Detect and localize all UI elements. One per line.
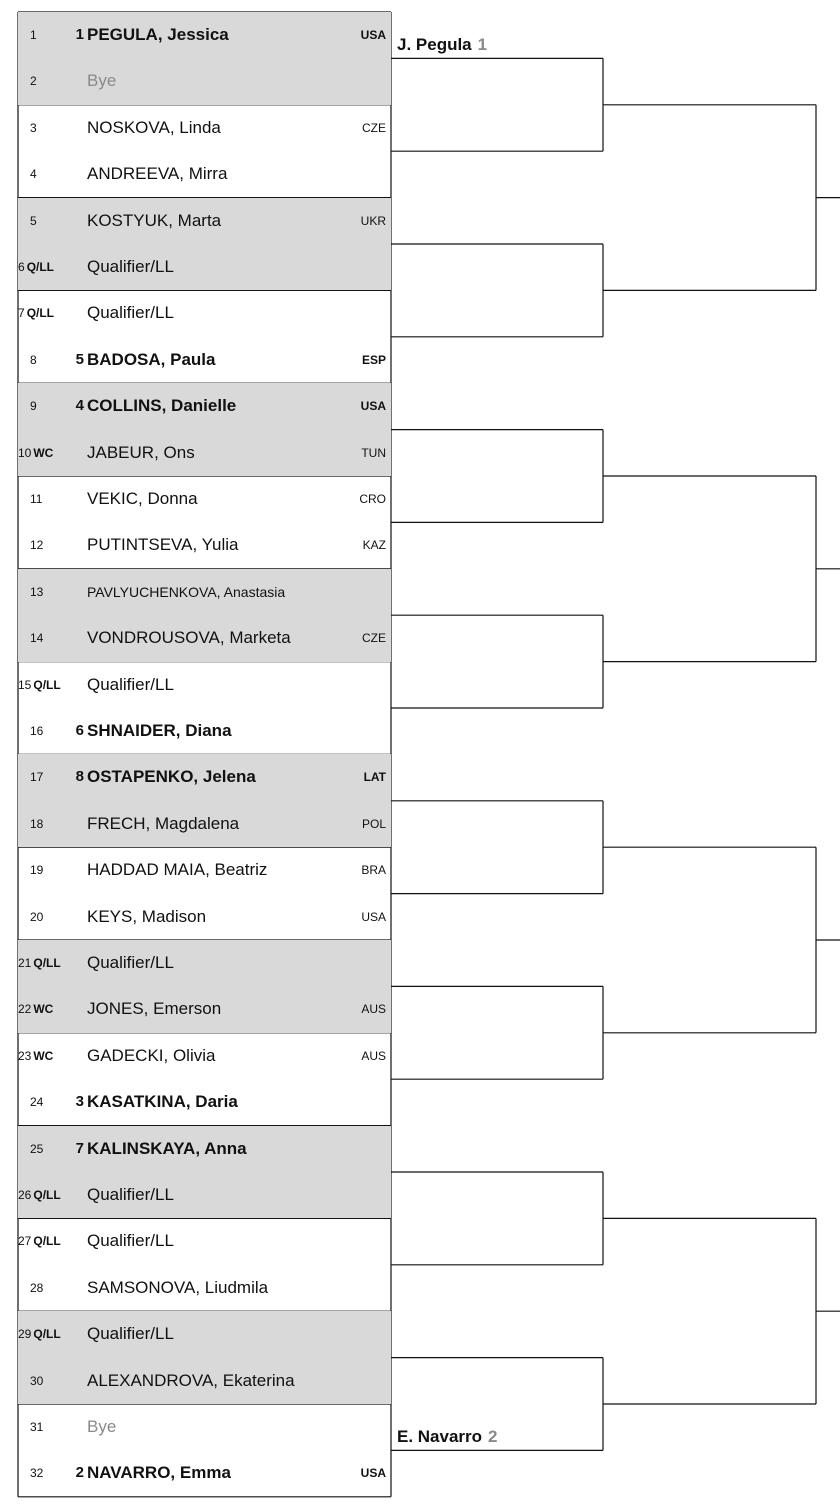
draw-line-28[interactable] (18, 1265, 391, 1311)
draw-line-5[interactable] (18, 198, 391, 244)
player-name[interactable]: VEKIC, Donna (87, 489, 198, 508)
draw-position (18, 522, 43, 568)
draw-position (18, 1033, 53, 1079)
player-name[interactable]: Qualifier/LL (87, 1185, 174, 1204)
player-name[interactable]: PEGULA, Jessica (87, 25, 229, 44)
country-code: USA (361, 909, 386, 924)
country-code: ESP (361, 352, 386, 367)
draw-number: 2 (30, 74, 37, 89)
seed-number: 3 (75, 1093, 84, 1111)
draw-number: 27 (18, 1234, 32, 1249)
draw-position (18, 1358, 43, 1404)
country-code: CZE (362, 631, 386, 646)
seed-number: 5 (75, 350, 84, 368)
country-code: BRA (361, 863, 386, 878)
advanced-player-seed: 1 (477, 35, 488, 55)
player-name[interactable]: ANDREEVA, Mirra (87, 164, 228, 184)
advanced-player-name: J. Pegula (397, 35, 472, 55)
draw-number: 5 (30, 213, 37, 228)
country-code: LAT (363, 770, 386, 785)
draw-number: 11 (30, 492, 43, 506)
player-name[interactable]: Qualifier/LL (87, 303, 174, 323)
entry-tag: Q/LL (33, 677, 61, 692)
player-name[interactable]: ALEXANDROVA, Ekaterina (87, 1370, 295, 1390)
draw-number: 17 (30, 770, 44, 785)
draw-line-22[interactable] (18, 986, 391, 1032)
draw-number: 29 (18, 1327, 32, 1342)
entry-tag: Q/LL (33, 1188, 61, 1202)
draw-position (18, 58, 37, 104)
draw-position (18, 1126, 43, 1172)
player-name[interactable]: JABEUR, Ons (87, 442, 195, 462)
player-name[interactable]: Qualifier/LL (87, 674, 174, 694)
draw-number: 15 (18, 677, 32, 692)
country-code: CRO (359, 492, 386, 506)
draw-position (18, 430, 53, 476)
entry-tag: Q/LL (26, 260, 55, 274)
draw-line-9[interactable] (18, 383, 391, 429)
player-name[interactable]: KEYS, Madison (87, 906, 207, 926)
player-name[interactable]: KALINSKAYA, Anna (87, 1138, 247, 1158)
draw-number: 1 (30, 28, 37, 42)
player-name[interactable]: NAVARRO, Emma (87, 1463, 231, 1483)
draw-line-26[interactable] (18, 1172, 391, 1218)
country-code: AUS (361, 1002, 386, 1017)
draw-number: 3 (30, 120, 37, 135)
draw-position (18, 754, 43, 800)
seed-number: 8 (75, 768, 84, 786)
player-name[interactable]: Qualifier/LL (87, 1231, 174, 1251)
entry-tag: WC (33, 1048, 54, 1063)
draw-position (18, 1450, 43, 1496)
player-name[interactable]: PUTINTSEVA, Yulia (87, 535, 239, 555)
draw-number: 22 (18, 1002, 32, 1017)
draw-line-29[interactable] (18, 1311, 391, 1357)
draw-line-8[interactable] (18, 337, 391, 383)
draw-position (18, 569, 43, 615)
draw-number: 31 (30, 1420, 44, 1434)
draw-line-12[interactable] (18, 522, 391, 568)
draw-line-24[interactable] (18, 1079, 391, 1125)
bye-label: Bye (87, 71, 117, 91)
draw-line-21[interactable] (18, 940, 391, 986)
draw-position (18, 940, 61, 986)
player-name[interactable]: KOSTYUK, Marta (87, 210, 222, 230)
country-code: UKR (360, 213, 386, 228)
draw-number: 23 (18, 1048, 32, 1063)
seed-number: 7 (75, 1139, 84, 1157)
draw-number: 7 (18, 306, 25, 321)
player-name[interactable]: Qualifier/LL (87, 1324, 174, 1344)
player-name[interactable]: SHNAIDER, Diana (87, 721, 232, 740)
draw-number: 13 (30, 584, 44, 599)
draw-line-15[interactable] (18, 662, 391, 708)
draw-position (18, 476, 42, 522)
draw-line-31[interactable] (18, 1404, 391, 1450)
player-name[interactable]: VONDROUSOVA, Marketa (87, 628, 291, 648)
draw-position (18, 894, 43, 940)
seed-number: 2 (75, 1464, 84, 1482)
draw-line-13[interactable] (18, 569, 391, 615)
draw-position (18, 1311, 61, 1357)
entry-tag: Q/LL (33, 1327, 61, 1342)
player-name[interactable]: COLLINS, Danielle (87, 396, 237, 416)
draw-line-23[interactable] (18, 1033, 391, 1079)
draw-line-11[interactable] (18, 476, 391, 522)
player-name[interactable]: KASATKINA, Daria (87, 1092, 238, 1112)
country-code: USA (360, 28, 386, 42)
draw-position (18, 244, 54, 290)
draw-number: 24 (30, 1095, 44, 1110)
player-name[interactable]: GADECKI, Olivia (87, 1045, 216, 1065)
draw-line-27[interactable] (18, 1218, 391, 1264)
draw-position (18, 847, 43, 893)
seed-number: 4 (75, 397, 84, 415)
advanced-player-seed: 2 (488, 1427, 498, 1447)
draw-number: 10 (18, 445, 32, 460)
draw-line-10[interactable] (18, 430, 391, 476)
draw-position (18, 986, 53, 1032)
draw-position (18, 615, 43, 661)
draw-line-16[interactable] (18, 708, 391, 754)
draw-number: 9 (30, 399, 37, 414)
draw-number: 14 (30, 631, 44, 646)
draw-number: 26 (18, 1188, 32, 1202)
draw-line-7[interactable] (18, 290, 391, 336)
draw-line-1[interactable] (18, 12, 391, 58)
draw-position (18, 662, 61, 708)
entry-tag: WC (33, 1002, 54, 1017)
country-code: TUN (361, 445, 386, 460)
player-name[interactable]: BADOSA, Paula (87, 349, 216, 369)
entry-tag: Q/LL (33, 1234, 61, 1249)
draw-position (18, 708, 43, 754)
player-name[interactable]: SAMSONOVA, Liudmila (87, 1277, 269, 1297)
country-code: USA (360, 399, 386, 414)
draw-position (18, 1404, 43, 1450)
country-code: CZE (362, 120, 386, 135)
draw-line-32[interactable] (18, 1450, 391, 1496)
draw-line-20[interactable] (18, 894, 391, 940)
draw-position (18, 290, 54, 336)
draw-number: 32 (30, 1466, 44, 1481)
player-name[interactable]: OSTAPENKO, Jelena (87, 767, 256, 787)
advanced-player[interactable] (397, 1427, 498, 1447)
draw-number: 18 (30, 816, 44, 831)
draw-line-14[interactable] (18, 615, 391, 661)
draw-position (18, 1265, 43, 1311)
seed-number: 1 (75, 26, 84, 43)
draw-position (18, 1218, 61, 1264)
draw-number: 16 (30, 724, 44, 738)
draw-number: 4 (30, 167, 37, 182)
draw-number: 25 (30, 1141, 44, 1156)
player-name[interactable]: Qualifier/LL (87, 953, 174, 972)
draw-line-4[interactable] (18, 151, 391, 197)
bye-label: Bye (87, 1417, 117, 1436)
country-code: USA (360, 1466, 386, 1481)
draw-number: 20 (30, 909, 44, 924)
country-code: KAZ (362, 538, 386, 553)
draw-position (18, 105, 37, 151)
draw-number: 12 (30, 538, 44, 553)
draw-number: 30 (30, 1373, 44, 1388)
draw-number: 19 (30, 863, 44, 878)
player-name[interactable]: PAVLYUCHENKOVA, Anastasia (87, 583, 286, 600)
player-name[interactable]: JONES, Emerson (87, 999, 222, 1019)
entry-tag: Q/LL (33, 956, 61, 970)
draw-position (18, 1172, 61, 1218)
draw-position (18, 383, 37, 429)
draw-position (18, 1079, 43, 1125)
advanced-player-name: E. Navarro (397, 1427, 483, 1447)
draw-line-25[interactable] (18, 1126, 391, 1172)
entry-tag: WC (33, 445, 54, 460)
draw-line-30[interactable] (18, 1358, 391, 1404)
draw-line-19[interactable] (18, 847, 391, 893)
draw-number: 8 (30, 352, 37, 367)
country-code: POL (361, 816, 386, 831)
draw-line-2[interactable] (18, 58, 391, 104)
draw-number: 6 (18, 260, 25, 274)
seed-number: 6 (75, 722, 84, 739)
draw-position (18, 12, 37, 58)
player-name[interactable]: FRECH, Magdalena (87, 813, 240, 833)
draw-position (18, 151, 37, 197)
draw-number: 28 (30, 1280, 44, 1295)
draw-position (18, 801, 43, 847)
advanced-player[interactable] (397, 35, 487, 55)
draw-line-6[interactable] (18, 244, 391, 290)
draw-position (18, 198, 37, 244)
draw-line-17[interactable] (18, 754, 391, 800)
draw-number: 21 (18, 956, 32, 970)
draw-line-18[interactable] (18, 801, 391, 847)
entry-tag: Q/LL (26, 306, 55, 321)
player-name[interactable]: Qualifier/LL (87, 257, 174, 276)
draw-position (18, 337, 37, 383)
draw-line-3[interactable] (18, 105, 391, 151)
player-name[interactable]: NOSKOVA, Linda (87, 117, 221, 137)
player-name[interactable]: HADDAD MAIA, Beatriz (87, 860, 268, 880)
country-code: AUS (361, 1048, 386, 1063)
